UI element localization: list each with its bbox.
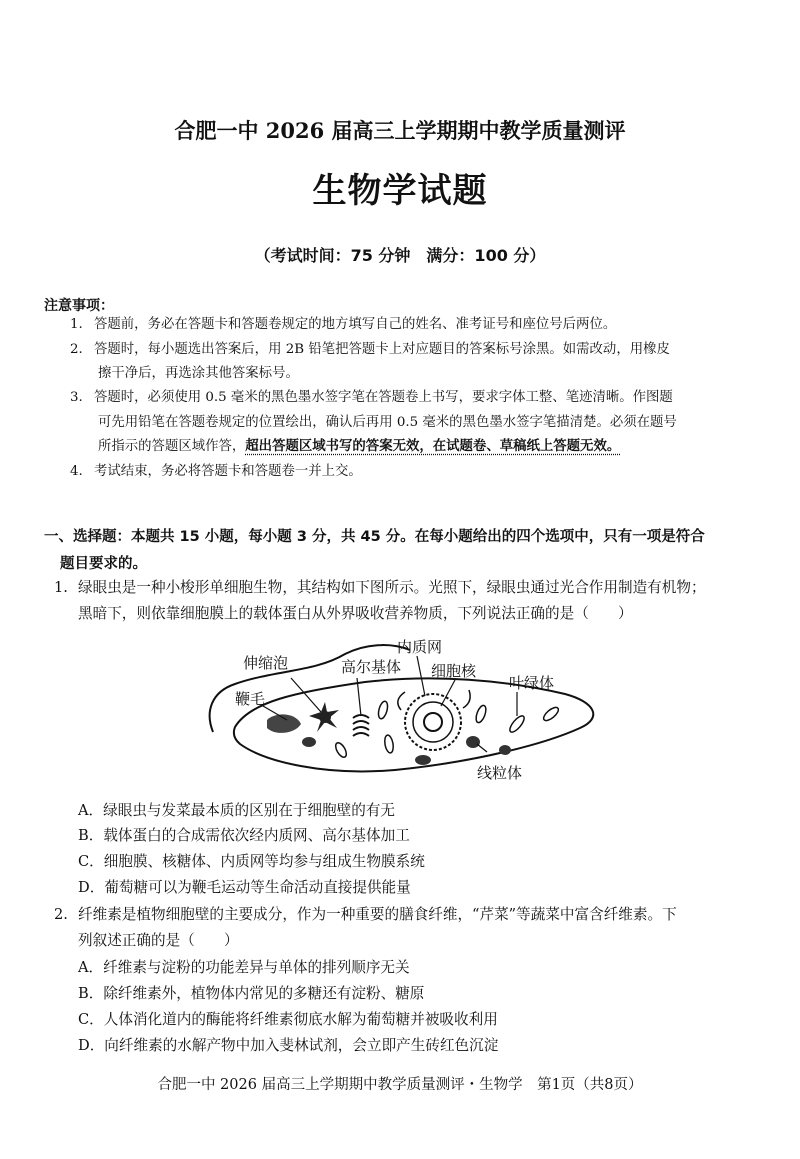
question-1-option-a: A．绿眼虫与发菜最本质的区别在于细胞壁的有无 xyxy=(78,802,396,819)
exam-time-score-info: （考试时间：75 分钟 满分：100 分） xyxy=(254,246,546,265)
note-number: 3. xyxy=(70,390,83,405)
note-number: 1. xyxy=(70,317,83,332)
question-text: 绿眼虫是一种小梭形单细胞生物，其结构如下图所示。光照下，绿眼虫通过光合作用制造有机物； xyxy=(78,579,706,596)
note-item-1 xyxy=(70,312,770,337)
note-item-4 xyxy=(70,459,770,484)
section-heading-line: 题目要求的。 xyxy=(60,556,147,572)
note-text: 考试结束，务必将答题卡和答题卷一并上交。 xyxy=(94,464,362,479)
question-number: 1. xyxy=(54,579,68,596)
note-text: 答题时，每小题选出答案后，用 2B 铅笔把答题卡上对应题目的答案标号涂黑。如需改动，用橡皮 xyxy=(94,342,670,357)
label-er: 内质网 xyxy=(397,638,443,656)
page-footer: 合肥一中 2026 届高三上学期期中教学质量测评・生物学 第1页（共8页） xyxy=(157,1077,643,1093)
question-2-stem-continued: 列叙述正确的是（ ） xyxy=(78,932,239,949)
note-number: 2. xyxy=(70,342,83,357)
euglena-cell-diagram xyxy=(205,632,605,787)
question-1-stem xyxy=(54,575,706,601)
label-chloroplast: 叶绿体 xyxy=(509,674,555,692)
subject-title: 生物学试题 xyxy=(312,171,488,211)
question-1-option-d: D．葡萄糖可以为鞭毛运动等生命活动直接提供能量 xyxy=(78,879,411,896)
label-mitochondria: 线粒体 xyxy=(477,764,523,782)
question-2-stem xyxy=(54,902,677,928)
question-1-stem-continued: 黑暗下，则依靠细胞膜上的载体蛋白从外界吸收营养物质，下列说法正确的是（ ） xyxy=(78,605,633,622)
note-emphasis-warning: 超出答题区域书写的答案无效，在试题卷、草稿纸上答题无效。 xyxy=(245,439,621,454)
note-item-3 xyxy=(70,385,770,410)
question-number: 2. xyxy=(54,906,68,923)
label-nucleus: 细胞核 xyxy=(431,662,477,680)
question-2-option-d: D．向纤维素的水解产物中加入斐林试剂，会立即产生砖红色沉淀 xyxy=(78,1037,499,1054)
note-text-continued xyxy=(98,434,778,459)
question-2-option-c: C．人体消化道内的酶能将纤维素彻底水解为葡萄糖并被吸收利用 xyxy=(78,1011,498,1028)
label-contractile-vacuole: 伸缩泡 xyxy=(243,654,289,672)
section-heading xyxy=(44,524,784,578)
question-1-option-b: B．载体蛋白的合成需依次经内质网、高尔基体加工 xyxy=(78,827,410,844)
school-exam-title: 合肥一中 2026 届高三上学期期中教学质量测评 xyxy=(174,118,626,143)
note-text-continued: 擦干净后，再选涂其他答案标号。 xyxy=(98,366,299,381)
question-2-option-a: A．纤维素与淀粉的功能差异与单体的排列顺序无关 xyxy=(78,959,410,976)
label-golgi: 高尔基体 xyxy=(341,658,402,676)
label-flagellum: 鞭毛 xyxy=(235,690,266,708)
note-item-2 xyxy=(70,337,770,362)
note-text: 答题时，必须使用 0.5 毫米的黑色墨水签字笔在答题卷上书写，要求字体工整、笔迹清晰。作图题 xyxy=(94,390,673,405)
notes-heading: 注意事项： xyxy=(44,298,114,314)
note-number: 4. xyxy=(70,464,83,479)
question-2-option-b: B．除纤维素外，植物体内常见的多糖还有淀粉、糖原 xyxy=(78,985,425,1002)
note-text: 所指示的答题区域作答， xyxy=(98,439,246,454)
note-text: 答题前，务必在答题卡和答题卷规定的地方填写自己的姓名、准考证号和座位号后两位。 xyxy=(94,317,617,332)
note-text-continued: 可先用铅笔在答题卷规定的位置绘出，确认后再用 0.5 毫米的黑色墨水签字笔描清楚。必须在题号 xyxy=(98,415,677,430)
question-text: 纤维素是植物细胞壁的主要成分，作为一种重要的膳食纤维，“芹菜”等蔬菜中富含纤维素。下 xyxy=(78,906,677,923)
section-heading-line: 一、选择题：本题共 15 小题，每小题 3 分，共 45 分。在每小题给出的四个选项中，只有一项是符合 xyxy=(44,529,705,545)
question-1-option-c: C．细胞膜、核糖体、内质网等均参与组成生物膜系统 xyxy=(78,853,425,870)
